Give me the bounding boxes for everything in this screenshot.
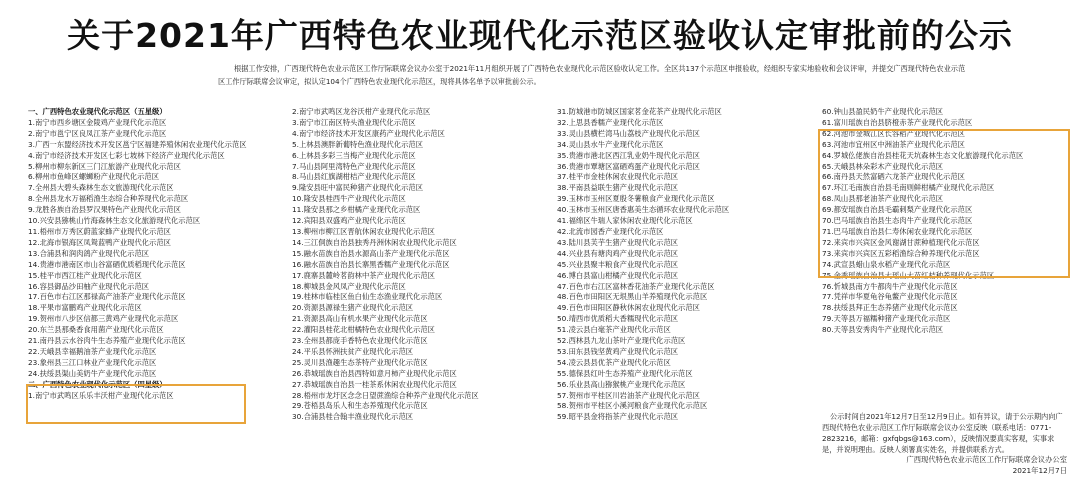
list-item: 61.富川瑶族自治县脐橙赤茶产业现代化示范区: [822, 117, 973, 127]
list-item: 63.河池市宜州区中洲油茶产业现代化示范区: [822, 139, 965, 149]
list-item: 53.田东县钱坚黄鸡产业现代化示范区: [557, 346, 679, 356]
intro-paragraph: 根据工作安排，广西现代特色农业示范区工作厅际联席会议办公室于2021年11月组织开展了广西特色农业现代化示范区验收认定工作。全区共137个示范区申报验收，经组织专家实地验收和会议评审，并提交广西现代特色农业示范区工作厅际联席会议审定，拟认定104个广西特色农业现代化示范区，现将具体名单予以审批前公示。: [218, 64, 966, 86]
list-item: 19.桂林市临桂区鱼白仙生态渔业现代化示范区: [292, 292, 443, 302]
list-item: 8.马山县红旗湖柑桔产业现代化示范区: [292, 172, 416, 182]
list-item: 27.恭城瑶族自治县一桂茶系休闲农业现代化示范区: [292, 379, 457, 389]
list-item: 77.凭祥市华夏龟谷龟鳖产业现代化示范区: [822, 292, 958, 302]
list-item: 18.平果市富鹏鸡产业现代化示范区: [28, 303, 142, 313]
list-item: 47.百色市右江区富林香花油茶产业现代化示范区: [557, 281, 715, 291]
list-item: 20.东兰县那桑香食用菌产业现代化示范区: [28, 325, 164, 335]
list-item: 9.龙胜各族自治县罗汉果特色产业现代化示范区: [28, 205, 181, 215]
list-item: 48.百色市田阳区无垠黑山羊养殖现代化示范区: [557, 292, 708, 302]
list-item: 28.梧州市龙圩区念念日望蔗渔综合种养产业现代化示范区: [292, 390, 479, 400]
list-item: 4.南宁市经济技术开发区康药产业现代化示范区: [292, 128, 445, 138]
list-item: 59.昭平县金将指茶产业现代化示范区: [557, 412, 679, 422]
list-item: 38.平南县益联生猪产业现代化示范区: [557, 183, 679, 193]
list-item: 1.南宁市武鸣区乐乐丰沃柑产业现代化示范区: [28, 390, 174, 400]
list-item: 13.合浦县和润肉鸽产业现代化示范区: [28, 248, 150, 258]
signature-date: 2021年12月7日: [1012, 466, 1067, 475]
list-item: 15.融水苗族自治县水源高山茶产业现代化示范区: [292, 248, 450, 258]
list-item: 57.贺州市平桂区川岩油茶产业现代化示范区: [557, 390, 700, 400]
list-item: 45.兴业县聚丰粮食产业现代化示范区: [557, 259, 679, 269]
list-item: 10.兴安县猕桃山竹海森林生态文化旅游现代化示范区: [28, 216, 201, 226]
list-item: 13.柳州市柳江区晋航休闲农业现代化示范区: [292, 226, 435, 236]
list-item: 23.象州县三江口林业产业现代化示范区: [28, 357, 157, 367]
list-item: 19.贺州市八步区信都三黄鸡产业现代化示范区: [28, 314, 179, 324]
list-item: 76.忻城县南方牛都肉牛产业现代化示范区: [822, 281, 958, 291]
list-item: 50.靖西市优质稻大香糯现代化示范区: [557, 314, 679, 324]
list-item: 6.上林县多彩三当梅产业现代化示范区: [292, 150, 416, 160]
list-item: 33.灵山县横栏湾马山荔枝产业现代化示范区: [557, 128, 700, 138]
list-item: 41.福绵区牛瑞人家休闲农业现代化示范区: [557, 216, 693, 226]
list-item: 46.博白县富山柑橘产业现代化示范区: [557, 270, 679, 280]
list-item: 3.南宁市江南区特头渔业现代化示范区: [292, 117, 416, 127]
list-item: 80.天等县安秀肉牛产业现代化示范区: [822, 325, 944, 335]
column-2: [292, 107, 537, 423]
list-item: 79.天等县万福糯种猪产业现代化示范区: [822, 314, 951, 324]
list-item: 7.马山县阿里湾特色产业现代化示范区: [292, 161, 416, 171]
list-item: 51.凌云县白毫茶产业现代化示范区: [557, 325, 671, 335]
list-item: 5.上林县澳胖新葡特色渔业现代化示范区: [292, 139, 424, 149]
list-item: 26.恭城瑶族自治县西特如意月柿产业现代化示范区: [292, 368, 457, 378]
list-item: 10.隆安县桂西牛产业现代化示范区: [292, 194, 406, 204]
list-item: 22.天峨县幸福鹅油茶产业现代化示范区: [28, 346, 157, 356]
list-item: 16.融水苗族自治县长寨黑香糯产业现代化示范区: [292, 259, 450, 269]
list-item: 68.凤山县那老油茶产业现代化示范区: [822, 194, 944, 204]
list-item: 56.乐业县高山猕猴桃产业现代化示范区: [557, 379, 686, 389]
list-item: 4.南宁市经济技术开发区七彩七坡林下经济产业现代化示范区: [28, 150, 225, 160]
list-item: 11.梧州市万秀区蔚蓝家蜂产业现代化示范区: [28, 226, 171, 236]
list-item: 1.南宁市西乡塘区金陵鸡产业现代化示范区: [28, 117, 167, 127]
list-item: 2.南宁市邕宁区良凤江茶产业现代化示范区: [28, 128, 167, 138]
list-item: 18.柳城县金风凤产业现代化示范区: [292, 281, 406, 291]
list-item: 60.钟山县盈民奶牛产业现代化示范区: [822, 107, 944, 116]
list-item: 3.广西一东盟经济技术开发区邕宁区福建养殖休闲农业现代化示范区: [28, 139, 247, 149]
list-item: 23.全州县都庞手香特色农业现代化示范区: [292, 336, 428, 346]
list-item: 15.桂平市西江桂产业现代化示范区: [28, 270, 142, 280]
list-item: 62.河池市金城江区长容稻产业现代化示范区: [822, 128, 965, 138]
list-item: 72.来宾市兴宾区金风谢湖甘蔗种植现代化示范区: [822, 237, 980, 247]
list-item: 70.巴马瑶族自治县生态肉牛产业现代化示范区: [822, 216, 973, 226]
notice-paragraph: 公示时间自2021年12月7日至12月9日止。如有异议，请于公示期内向广西现代特色农业示范区工作厅际联席会议办公室反映（联系电话：0771-2823216，邮箱：gxfqbgs@163.com），反映情况要真实客观，实事求是，并说明理由。反映人须署真实姓名，并提供联系方式。: [822, 412, 1063, 454]
list-item: 25.灵川县渔趣生态茶特产业现代化示范区: [292, 357, 428, 367]
list-item: 58.贺州市平桂区小溪河粮食产业现代化示范区: [557, 401, 708, 411]
list-item: 21.资源县高山有机水果产业现代化示范区: [292, 314, 428, 324]
list-item: 40.玉林市玉州区唐香惠美生态循环农业现代化示范区: [557, 205, 730, 215]
list-item: 71.巴马瑶族自治县仁寿休闲农业现代化示范区: [822, 226, 973, 236]
list-item: 32.上思县香糯产业现代化示范区: [557, 117, 664, 127]
list-item: 14.贵港市港南区市山谷富硒优质稻现代化示范区: [28, 259, 186, 269]
column-4: [822, 107, 1067, 336]
page-title: 关于2021年广西特色农业现代化示范区验收认定审批前的公示: [67, 16, 1013, 55]
list-item: 17.百色市右江区那禄高产油茶产业现代化示范区: [28, 292, 186, 302]
list-item: 12.北海市银海区凤鸳蓝鸭产业现代化示范区: [28, 237, 171, 247]
list-item: 24.扶绥县渠山美奶牛产业现代化示范区: [28, 368, 157, 378]
list-item: 75.金秀瑶族自治县大瑶山大苗红桔种养现代化示范区: [822, 270, 995, 280]
list-item: 65.天峨县林朵彩木产业现代化示范区: [822, 161, 944, 171]
list-item: 67.环江毛南族自治县毛南则鲜柑橘产业现代化示范区: [822, 183, 995, 193]
list-item: 37.桂平市金桂休闲农业现代化示范区: [557, 172, 679, 182]
list-item: 11.隆安县那之乡柑橘产业现代化示范区: [292, 205, 421, 215]
column-3: [557, 107, 802, 423]
list-item: 44.兴业县有塘肉鸡产业现代化示范区: [557, 248, 679, 258]
list-item: 30.合浦县桂合翰丰渔业现代化示范区: [292, 412, 414, 422]
list-item: 24.平乐县怀洲扶贫产业现代化示范区: [292, 346, 414, 356]
list-item: 66.南丹县天然富硒六龙茶产业现代化示范区: [822, 172, 965, 182]
list-item: 16.容县御品沙田柚产业现代化示范区: [28, 281, 150, 291]
list-item: 20.资源县源禄生猪产业现代化示范区: [292, 303, 414, 313]
list-item: 12.宾阳县双盛鸡产业现代化示范区: [292, 216, 406, 226]
list-item: 21.南丹县云水谷肉牛生态养殖产业现代化示范区: [28, 336, 186, 346]
list-item: 64.罗城仫佬族自治县桂花天坑森林生态文化旅游现代化示范区: [822, 150, 1024, 160]
list-item: 39.玉林市玉州区夏殷冬薯粮食产业现代化示范区: [557, 194, 715, 204]
list-item: 7.全州县大碧头森林生态文旅游现代化示范区: [28, 183, 174, 193]
list-item: 43.陆川县芙芋生猪产业现代化示范区: [557, 237, 679, 247]
signature-org: 广西现代特色农业示范区工作厅际联席会议办公室: [906, 455, 1067, 464]
list-item: 36.贵港市覃塘区富硒鸡蛋产业现代化示范区: [557, 161, 700, 171]
list-item: 22.灌阳县桂花北柑橘特色农业现代化示范区: [292, 325, 435, 335]
signature-block: [822, 454, 1067, 476]
list-item: 69.都安瑶族自治县毛霸刺梨产业现代化示范区: [822, 205, 973, 215]
list-item: 78.扶绥县拜正生态养猪产业现代化示范区: [822, 303, 958, 313]
list-item: 49.百色市田阳区静秋休闲农业现代化示范区: [557, 303, 700, 313]
list-item: 55.德保县红叶生态养殖产业现代化示范区: [557, 368, 693, 378]
list-item: 34.灵山县水牛产业现代化示范区: [557, 139, 664, 149]
list-item: 8.全州县龙水万福稻渔生态综合种养现代化示范区: [28, 194, 189, 204]
list-item: 73.来宾市兴宾区五彩稻渔综合种养现代化示范区: [822, 248, 980, 258]
section-heading-four-star: 二、广西特色农业现代化示范区（四星级）: [28, 379, 167, 389]
list-item: 52.西林县九龙山茶叶产业现代化示范区: [557, 336, 686, 346]
list-item: 74.武宣县蜡山泉水稻产业现代化示范区: [822, 259, 951, 269]
list-item: 35.贵港市港北区西江乳业奶牛现代化示范区: [557, 150, 700, 160]
column-1: [28, 107, 273, 401]
list-item: 9.隆安县旺中富民种猪产业现代化示范区: [292, 183, 424, 193]
list-item: 42.北流市园香产业现代化示范区: [557, 226, 664, 236]
list-item: 5.柳州市柳东新区三门江旅游产业现代化示范区: [28, 161, 181, 171]
list-item: 17.鹿寨县麓岭茗韵林中茶产业现代化示范区: [292, 270, 435, 280]
list-item: 31.防城港市防城区国家茗金花茶产业现代化示范区: [557, 107, 722, 116]
list-item: 6.柳州市鱼峰区螺蛳粉产业现代化示范区: [28, 172, 160, 182]
list-item: 54.凌云县县优茶产业现代化示范区: [557, 357, 671, 367]
list-item: 2.南宁市武鸣区龙谷沃柑产业现代化示范区: [292, 107, 431, 116]
section-heading-five-star: 一、广西特色农业现代化示范区（五星级）: [28, 107, 167, 116]
list-item: 29.苍梧县岛乐人和生态养殖现代化示范区: [292, 401, 428, 411]
list-item: 14.三江侗族自治县独秀丹洲休闲农业现代化示范区: [292, 237, 457, 247]
